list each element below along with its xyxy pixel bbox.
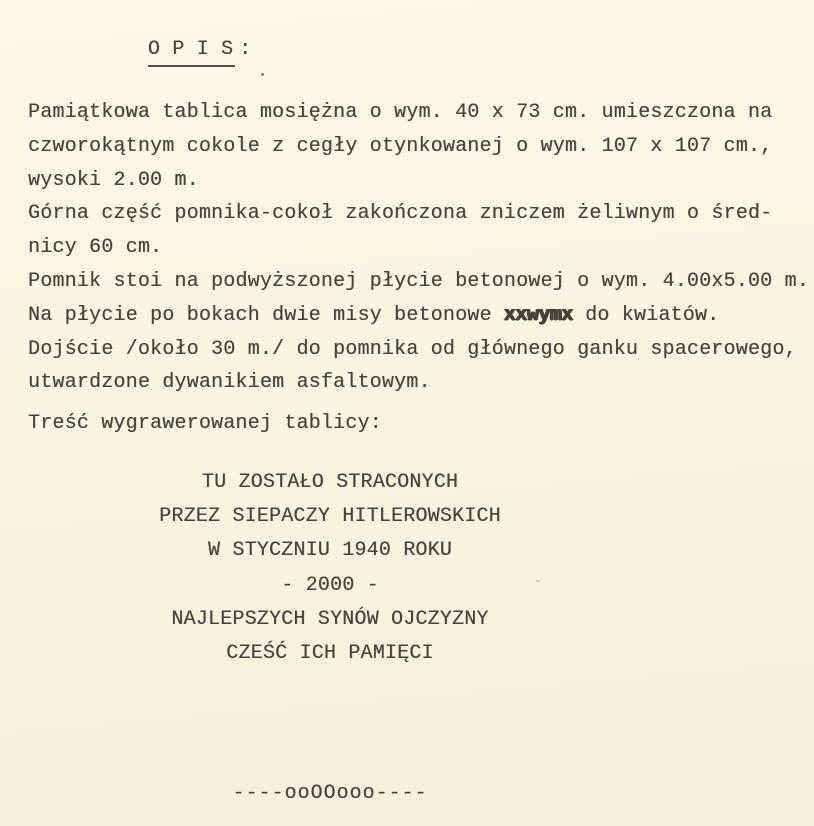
title-underlined-text: O P I S: [148, 38, 235, 67]
paper-speck: [261, 73, 264, 76]
body-line-7-after: do kwiatów.: [572, 303, 720, 327]
body-line-5: nicy 60 cm.: [28, 236, 163, 260]
body-line-2: czworokątnym cokole z cegły otynkowanej o wym. 107 x 107 cm.,: [28, 134, 773, 158]
paragraph-gap: [28, 400, 808, 407]
typewriter-end-divider: ----ooOOooo----: [232, 782, 428, 805]
body-line-1: Pamiątkowa tablica mosiężna o wym. 40 x 73 cm. umieszczona na: [28, 101, 773, 124]
engraving-intro-line: Treść wygrawerowanej tablicy:: [28, 412, 382, 436]
body-line-3: wysoki 2.00 m.: [28, 168, 199, 192]
inscription-line-1: TU ZOSTAŁO STRACONYCH: [201, 471, 459, 494]
document-title: [99, 14, 251, 91]
inscription-line-6: CZEŚĆ ICH PAMIĘCI: [226, 641, 434, 665]
title-colon: :: [239, 38, 252, 61]
body-line-4: Górna część pomnika-cokoł zakończona zniczem żeliwnym o śred-: [28, 202, 773, 226]
inscription-line-2: PRZEZ SIEPACZY HITLEROWSKICH: [159, 505, 501, 529]
inscription-line-4: - 2000 -: [281, 573, 379, 597]
description-paragraph: [28, 96, 808, 441]
plaque-inscription-block: [30, 466, 630, 671]
body-line-6: Pomnik stoi na podwyższonej płycie betonowej o wym. 4.00x5.00 m.: [28, 269, 809, 293]
body-line-9: utwardzone dywanikiem asfaltowym.: [28, 371, 431, 395]
body-line-7: [28, 299, 808, 333]
body-line-8: Dojście /około 30 m./ do pomnika od głównego ganku spacerowego,: [28, 337, 797, 361]
body-line-7-before: Na płycie po bokach dwie misy betonowe: [28, 303, 504, 327]
inscription-line-3: W STYCZNIU 1940 ROKU: [207, 539, 453, 563]
inscription-line-5: NAJLEPSZYCH SYNÓW OJCZYZNY: [171, 607, 489, 631]
crossed-out-word: xxwymx: [503, 303, 573, 327]
